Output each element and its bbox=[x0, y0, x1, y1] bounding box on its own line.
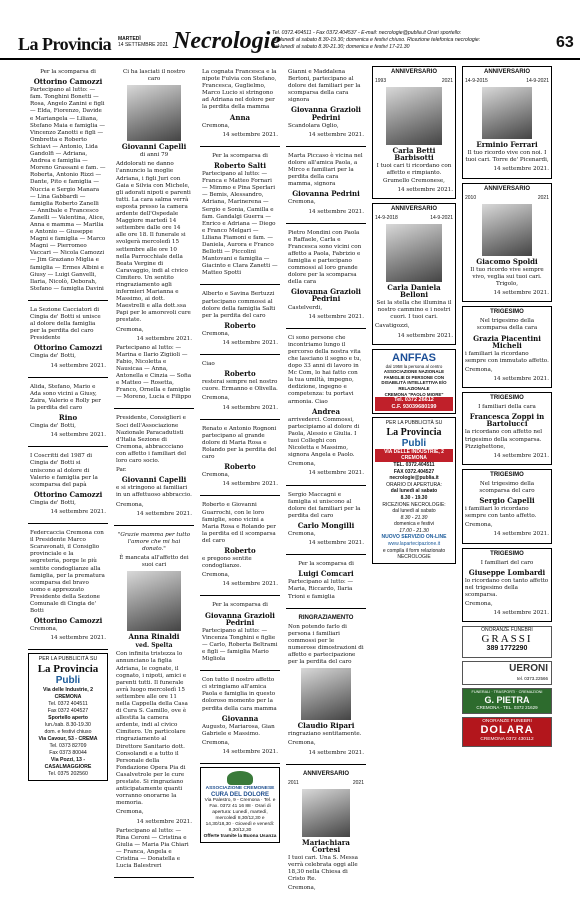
notice-date: 14 settembre 2021. bbox=[222, 131, 278, 138]
notice-date: 14 settembre 2021. bbox=[397, 332, 453, 339]
issue-full-date: 14 SETTEMBRE 2021 bbox=[118, 42, 169, 48]
notice-body: Partecipano al lutto: — fam. Tonghini Bonetti — Rosa, Angelo Zanini e figli — Elda, Fiorenzo, Davide e Mariangela — Liliana, Stefano Maia e famiglia — Vincenzo Zanotti e figli — Ombretta e Roberto Schiavi — Antonio, Lida Gandolfi — Adriana, Andrea e famiglia — Moreno Grassani e fam. — Roberta, Antonio Rizzi — Dante, Pito e famiglia — Nuccia e Sergio Manara — Lina Gabbardi — famiglia Roberto Zanelli — Annibale e Francesco Zanelli — Valentina, Alice, Anna e mamma — Marilia e Antonio — Giuseppe Magni e famiglia — Marco Magni — Pierromeo Vaccari — Nicola Camozzi — Jim Graziano Miglia e famiglia — Ermes Albini e Giusy — Luigi Ganvelli, Ilaria, Nicolò, Deborah, Stefano — famiglia Davini bbox=[30, 87, 106, 292]
notice-date: 14 settembre 2021. bbox=[136, 818, 192, 825]
notice-date: 14 settembre 2021. bbox=[308, 208, 364, 215]
notice bbox=[28, 381, 108, 448]
portrait-photo bbox=[127, 571, 181, 631]
ad-closed: dom. e festivi chiuso bbox=[44, 729, 92, 736]
anffas-tel: Tel. 0372 26612 bbox=[375, 397, 453, 404]
portrait-photo bbox=[302, 789, 350, 837]
notice-place: Cremona, bbox=[116, 326, 144, 333]
notice-place: Cremona, bbox=[30, 626, 58, 633]
notice-date: 14 settembre 2021. bbox=[308, 540, 364, 547]
year-start: 2010 bbox=[465, 194, 477, 201]
ad-brand: La Provincia bbox=[386, 426, 442, 438]
accd-details: Via Palestro, 9 - Cremona · Tel. e Fax. 0372 41 16 88 · Orari di apertura: Lunedì, martedì, mercoledì 8,30/12,30 e 14,30/18,30 · Giovedì e venerdì: 8,30/12,30 bbox=[204, 798, 276, 834]
notice-text: i familiari lo ricordano sempre con tanto affetto. bbox=[465, 506, 537, 520]
notice bbox=[286, 227, 366, 329]
notice bbox=[200, 288, 280, 355]
ad-tel: TEL. 0372.404511 bbox=[393, 461, 435, 468]
notice-date: 14 settembre 2021. bbox=[222, 404, 278, 411]
trigesimo-notice bbox=[462, 469, 552, 544]
anniversary-heading: ANNIVERSARIO bbox=[390, 205, 437, 212]
notice-date: 14 settembre 2021. bbox=[493, 166, 549, 173]
ad-crema: Via Cavour, 53 - CREMA bbox=[38, 736, 98, 743]
deceased-name: Giacomo Spoldi bbox=[476, 256, 538, 266]
notice-body: resterai sempre nel nostro cuore. Ermanno e Olivella. bbox=[202, 379, 278, 393]
funeral-home-ueroni bbox=[462, 661, 552, 685]
deceased-name: Sergio Capelli bbox=[479, 496, 535, 506]
ad-casalmaggiore-tel: Tel. 0375 202560 bbox=[48, 771, 88, 778]
anffas-city: CREMONA "PAOLO MIORE" bbox=[384, 391, 444, 397]
deceased-alt-name: ved. Spelta bbox=[135, 642, 173, 650]
deceased-name: Giovanni Capelli bbox=[121, 142, 187, 152]
notice-intro: È mancata all'affetto dei suoi cari bbox=[119, 554, 189, 569]
ad-casalmaggiore: Via Pozzi, 13 - CASALMAGGIORE bbox=[44, 757, 92, 771]
notice-place: Cremona, bbox=[202, 572, 230, 579]
notice bbox=[200, 599, 280, 671]
contact-line: dal lunedì al sabato 8.30-21.30; domenica e festivi 17-21.30 bbox=[272, 44, 410, 50]
notice-place: Castelverdi, bbox=[288, 304, 323, 311]
contact-line: Tel. 0372.404511 - Fax 0372.404537 - E-mail: necrologie@publia.it Orari sportello: bbox=[272, 30, 462, 36]
anniversary-heading: ANNIVERSARIO bbox=[483, 69, 530, 75]
anniversary-notice bbox=[462, 66, 552, 179]
deceased-name: Giovanna Grazioli Pedrini bbox=[205, 610, 275, 627]
notice bbox=[286, 489, 366, 556]
notice-place: Cremona, bbox=[288, 461, 316, 468]
notice-intro: I familiari del caro bbox=[480, 559, 534, 566]
year-start: 2011 bbox=[288, 779, 299, 786]
notice bbox=[28, 527, 108, 650]
notice-date: 14 settembre 2021. bbox=[493, 610, 549, 617]
ad-fax: FAX 0372.404527 bbox=[393, 468, 435, 475]
notice-text: i familiari la ricordano sempre con immutato affetto. bbox=[465, 350, 549, 364]
portrait-photo bbox=[127, 85, 181, 141]
notice bbox=[286, 332, 366, 486]
notice-date: 14 settembre 2021. bbox=[308, 470, 364, 477]
dolara-tagline: ONORANZE FUNEBRI bbox=[482, 719, 532, 725]
notice-participants: Partecipano al lutto: — Rina Ceroni — Cristina e Giulia — Maria Pia Chiari — Franca, Angela e Cristina — Donatella e Lucia Balestreri bbox=[116, 827, 189, 870]
notice-body: I Coscritti del 1987 di Cingia de' Botti si uniscono al dolore di Valerio e famiglia per la scomparsa del papà bbox=[30, 453, 98, 488]
deceased-name: Roberto bbox=[224, 545, 256, 555]
column-3 bbox=[200, 66, 280, 840]
ad-site[interactable]: www.lapartecipazione.it bbox=[387, 541, 441, 548]
deceased-name: Roberto bbox=[224, 320, 256, 330]
notice-place: Cingia de' Botti, bbox=[30, 353, 76, 360]
notice bbox=[28, 450, 108, 524]
portrait-photo bbox=[482, 87, 532, 139]
notice-place: Cremona, bbox=[465, 366, 493, 373]
notice-place: Cremona, bbox=[116, 501, 144, 508]
notice-place: Cremona, bbox=[202, 472, 230, 479]
deceased-name: Roberto Salti bbox=[213, 160, 266, 170]
grassi-name: GRASSI bbox=[481, 633, 533, 646]
notice-place: Cremona, bbox=[288, 740, 316, 747]
column-1 bbox=[28, 66, 108, 836]
notice bbox=[114, 412, 194, 525]
deceased-name: Carla Daniela Belloni bbox=[387, 282, 441, 300]
notice-place: Cremona, bbox=[202, 395, 230, 402]
notice-date: 14 settembre 2021. bbox=[50, 362, 106, 369]
year-end: 2021 bbox=[441, 78, 453, 85]
year-end: 14-9-2021 bbox=[526, 78, 549, 85]
notice-place: Scandolara Oglio, bbox=[288, 122, 339, 129]
notice-date: 14 settembre 2021. bbox=[222, 581, 278, 588]
advertising-box bbox=[28, 653, 108, 781]
anffas-assoc: ASSOCIAZIONE NAZIONALE FAMIGLIE DI PERSONE CON DISABILITÀ INTELLETTIVA E/O RELAZIONALE bbox=[381, 369, 447, 391]
notice-intro: Ciao bbox=[202, 361, 215, 368]
ad-tel: Tel. 0372 404511 bbox=[48, 701, 88, 708]
notice-date: 14 settembre 2021. bbox=[50, 508, 106, 515]
deceased-name: Roberto bbox=[224, 369, 256, 379]
year-end: 2021 bbox=[537, 194, 549, 201]
deceased-name: Carla Betti Barbisotti bbox=[392, 146, 436, 163]
deceased-name: Ottorino Camozzi bbox=[33, 343, 103, 353]
notice-place: Cavatigozzi, bbox=[375, 323, 410, 330]
ad-ricezione: RICEZIONE NECROLOGIE: bbox=[382, 501, 446, 508]
ad-site-note: e compila il form relazionato NECROLOGIE bbox=[382, 547, 446, 561]
column-4 bbox=[286, 66, 366, 892]
notice bbox=[28, 304, 108, 378]
deceased-name: Giovanna Grazioli Pedrini bbox=[291, 105, 361, 122]
notice-body: Marta Piccaso è vicina nel dolore all'amica Paola, a Mirco e familiari per la perdita della cara mamma, signora bbox=[288, 152, 363, 188]
deceased-name: Rino bbox=[58, 413, 78, 423]
notice-intro: Ci ha lasciati il nostro caro bbox=[122, 69, 186, 83]
notice-intro: Per la scomparsa di bbox=[40, 69, 96, 75]
ad-office: Via delle Industrie, 2 bbox=[42, 687, 94, 694]
deceased-name: Luigi Comcari bbox=[298, 569, 354, 579]
notice-intro: Nel trigesimo della scomparsa del caro bbox=[479, 480, 535, 494]
grassi-tagline: ONORANZE FUNEBRI bbox=[481, 627, 533, 634]
year-end: 2021 bbox=[352, 779, 364, 786]
ad-ricezione-days: dal lunedì al sabato bbox=[392, 508, 436, 515]
notice-body: Non potendo farlo di persona i familiari commossi per le numerose dimostrazioni di affetto e partecipazione per la perdita del caro bbox=[288, 623, 364, 666]
notice-date: 14 settembre 2021. bbox=[493, 452, 549, 459]
pietra-tagline: FUNERALI · TRASPORTI · CREMAZIONI bbox=[471, 690, 543, 695]
notice-place: Cremona, bbox=[116, 809, 144, 816]
page-header bbox=[0, 0, 580, 60]
notice bbox=[114, 66, 194, 409]
notice-body: Roberto e Giovanni Guarrochi, con le loro famiglie, sono vicini a Maria Rosa e Rolando per la perdita ed il scomparsa del caro bbox=[202, 502, 276, 544]
deceased-name: Andrea bbox=[311, 406, 341, 416]
notice bbox=[200, 358, 280, 420]
notice-intro: Per la scomparsa di bbox=[212, 602, 268, 609]
anniversary-notice bbox=[286, 768, 366, 900]
notice-place: Cingia de' Botti, bbox=[30, 423, 76, 430]
ad-city: CREMONA bbox=[54, 694, 82, 701]
notice-participants: Partecipano al lutto: — Franca e Matteo Fornari — Mimmo e Pina Sperlari — Bemis, Alessandro, Adriana, Marinerena — Sergio e Sonia, Camilla e fam. Gandalgi Guerra — Enrico e Adriana — Diego e Franco Melgari — Liliana Fiamoni e fam. — Daniela, Aurora e Franco Bellotti — Piccolini Mantovani e famiglia — Giacinto e Clara Zanetti — Matteo Spotti bbox=[202, 171, 278, 277]
portrait-photo bbox=[386, 87, 442, 145]
ad-hours: lun./sab. 8.30-19.30 bbox=[45, 722, 91, 729]
notice-text: arrivederci. Commossi, partecipiamo al dolore di Paola, Alessio e Giulia. I tuoi Colleghi con Nicoletta e Massimo, signora Angela e Paolo. bbox=[288, 416, 360, 459]
anniversary-heading: ANNIVERSARIO bbox=[483, 185, 530, 192]
notice-date: 14 settembre 2021. bbox=[136, 510, 192, 517]
notice-intro: Per la scomparsa di bbox=[298, 561, 354, 568]
anniversary-heading: ANNIVERSARIO bbox=[302, 770, 349, 777]
notice-participants: Partecipano al lutto: — Vincenza Tonghini e figlie — Carlo, Roberta Beltrami e figli — famiglia Mario Migliola bbox=[202, 627, 278, 663]
deceased-name: Carlo Mongilli bbox=[297, 520, 355, 530]
notice-date: 14 settembre 2021. bbox=[222, 481, 278, 488]
notice-place: Cremona, bbox=[202, 330, 230, 337]
notice-place: Cremona, bbox=[288, 530, 316, 537]
grassi-phone: 389 1772290 bbox=[486, 645, 528, 653]
notice-place: Cremona, bbox=[202, 122, 230, 129]
deceased-name: Claudio Ripari bbox=[297, 721, 355, 731]
anniversary-heading: ANNIVERSARIO bbox=[390, 69, 437, 75]
deceased-name: Roberto bbox=[224, 462, 256, 472]
deceased-name: Giovanna bbox=[221, 713, 259, 723]
anniversary-years bbox=[465, 195, 549, 202]
notice-text: e si stringono ai familiari in un affettuoso abbraccio. bbox=[116, 485, 192, 499]
accd-advert bbox=[200, 767, 280, 843]
anniversary-notice bbox=[372, 203, 456, 345]
portrait-photo bbox=[482, 204, 532, 256]
deceased-name: Giovanni Capelli bbox=[121, 475, 187, 485]
issue-day: MARTEDÌ bbox=[118, 36, 141, 42]
ad-orario-hours: 8.30 - 19.30 bbox=[400, 494, 428, 501]
ueroni-phone: tel. 0373.22566 bbox=[516, 676, 548, 682]
notice-body: Federcaccia Cremona con il Presidente Marco Scaravonati, il Consiglio provinciale e la segreteria, porge le più sentite condoglianze alla famiglia, per la prematura scomparsa del bravo uomo e apprezzato Presidente della Sezione Comunale di Cingia de' Botti bbox=[30, 530, 105, 615]
notice-date: 14 settembre 2021. bbox=[308, 749, 364, 756]
notice-date: 14 settembre 2021. bbox=[493, 531, 549, 538]
trigesimo-notice bbox=[462, 548, 552, 623]
deceased-name: Anna Rinaldi bbox=[128, 632, 180, 642]
notice-body: Sei la stella che illumina il nostro cammino e i nostri cuori. I tuoi cari. bbox=[376, 300, 452, 321]
ad-brand: La Provincia bbox=[37, 663, 99, 676]
notice-body: I tuoi cari ti ricordano con affetto e rimpianto. Grumello Cremonese, bbox=[376, 163, 452, 184]
deceased-name: Giovanna Grazioli Pedrini bbox=[291, 287, 361, 304]
notice-text: ringraziano sentitamente. bbox=[288, 731, 362, 738]
pietra-phone: CREMONA - TEL. 0372 21629 bbox=[476, 705, 538, 711]
notice-date: 14 settembre 2021. bbox=[50, 635, 106, 642]
deceased-name: Giuseppe Lombardi bbox=[468, 567, 546, 577]
notice-body: Alida, Stefano, Mario e Ada sono vicini a Giusy, Zaira, Valerio e Rolly per la perdita del caro bbox=[30, 383, 101, 411]
deceased-name: Ottorino Camozzi bbox=[33, 616, 103, 626]
notice-body: Ci sono persone che incontriamo lungo il percorso della nostra vita che lasciano il segno e tu, dopo 33 anni di lavoro in Mc Com, lo hai fatto con la tua umiltà, impegno, dedizione, ingegno e competenza: tu portavi armonia. Ciao bbox=[288, 334, 362, 405]
ad-email: necrologie@publia.it bbox=[389, 475, 439, 482]
notice-participants: Partecipano al lutto: — Maria, Riccardo, Ilaria Trioni e famiglia bbox=[288, 579, 354, 600]
notice-body: Pietro Mondini con Paola e Raffaele, Carla e Francesca sono vicini con affetto a Paola, Fabrizio e famiglia e partecipano commossi al loro grande dolore per la scomparsa della cara bbox=[288, 229, 362, 286]
notice bbox=[286, 66, 366, 147]
notice-body: Presidente, Consiglieri e Soci dell'Associazione Nazionale Paracadutisti d'Italia Sezione di Cremona, abbraccciano con affetto i familiari del loro caro socio. bbox=[116, 415, 187, 465]
ad-ricezione-hours: 8.30 - 21.30 bbox=[400, 514, 428, 521]
anniversary-notice bbox=[372, 66, 456, 199]
anniversary-years bbox=[288, 780, 364, 787]
ad-address: VIA DELLE INDUSTRIE, 2 bbox=[375, 449, 453, 456]
notice-body: La cognata Francesca e la nipote Fulvia con Stefano, Francesca, Guglielmo, Marco Lucio si stringono ad Adriana nel dolore per la perdita della mamma bbox=[202, 69, 277, 111]
issue-date bbox=[118, 36, 168, 48]
notice-place: Cremona, bbox=[465, 522, 493, 529]
masthead: La Provincia bbox=[18, 34, 112, 54]
notice-date: 14 settembre 2021. bbox=[397, 186, 453, 193]
column-5 bbox=[372, 66, 456, 836]
column-2 bbox=[114, 66, 194, 870]
deceased-name: Erminio Ferrari bbox=[476, 140, 538, 150]
publia-logo: Publi bbox=[55, 675, 81, 687]
notice-body: Gianni e Maddalena Bertoni, partecipano al dolore dei familiari per la scomparsa della cara signora bbox=[288, 69, 361, 104]
year-end: 14-9-2021 bbox=[430, 214, 453, 221]
ad-orario-days: dal lunedì al sabato bbox=[390, 488, 438, 495]
deceased-name: Mariachiara Cortesi bbox=[302, 837, 350, 854]
ad-top: PER LA PUBBLICITÀ SU bbox=[385, 420, 443, 427]
notice-participants: Partecipano al lutto: — Marina e Ilario Zigiioli — Fabio, Nicoletta e Nausicaa — Anna, Antonella e Cinzia — Sofia e Matteo — Rosetta, Franco, Ornella e famiglie — Moreno, Lucia e Filippo bbox=[116, 344, 192, 401]
notice-text: Augusto, Mariarosa, Gian Gabriele e Massimo. bbox=[202, 723, 275, 737]
notice-intro: Par. bbox=[116, 467, 127, 474]
anniversary-years bbox=[465, 78, 549, 85]
trigesimo-heading: TRIGESIMO bbox=[490, 309, 524, 316]
notice-place: Cingia de' Botti, bbox=[30, 499, 76, 506]
notice-body: La Sezione Cacciatori di Cingia de' Botti si unisce al dolore della famiglia per la perdita del caro Presidente bbox=[30, 306, 101, 342]
funeral-home-grassi bbox=[462, 626, 552, 658]
notice-text: lo ricordano con tanto affetto nel trigesimo della scomparsa. bbox=[465, 577, 549, 599]
year-start: 1993 bbox=[375, 78, 387, 85]
accd-assoc: ASSOCIAZIONE CREMONESE bbox=[205, 786, 275, 792]
anniversary-notice bbox=[462, 183, 552, 303]
notice-body: Renato e Antonio Rognoni partecipano al grande dolore di Maria Rosa e Rolando per la perdita del caro bbox=[202, 425, 277, 461]
anffas-advert bbox=[372, 349, 456, 415]
column-6 bbox=[462, 66, 552, 836]
trigesimo-heading: TRIGESIMO bbox=[490, 395, 524, 402]
notice bbox=[28, 66, 108, 301]
year-start: 14-9-2015 bbox=[465, 78, 488, 85]
notice-body: Con infinita tristezza lo annunciano la figlia Adriana, le cognate, il cognato, i nipoti, amici e parenti tutti. Il funerale avrà luogo mercoledì 15 settembre alle ore 11 nella Cappella della Casa di Cura S. Camillo, ove è allestita la camera ardente, indi al civico Cimitero. Un particolare ringraziamento al Direttore Sanitario dott. Consolandi e a tutto il Personale della Fondazione Opera Pia di Casalvetrole per le cure prestate. Si ringraziano anticipatamente quanti vorranno onorarne la memoria. bbox=[116, 651, 188, 807]
notice-place: Cremona, bbox=[202, 739, 230, 746]
deceased-age: di anni 79 bbox=[139, 152, 169, 159]
anniversary-years bbox=[375, 78, 453, 85]
accd-title: CURA DEL DOLORE bbox=[210, 792, 269, 799]
page-number: 63 bbox=[556, 34, 574, 51]
ad-new-service: NUOVO SERVIZIO ON-LINE bbox=[381, 534, 447, 541]
deceased-name: Anna bbox=[229, 112, 251, 122]
notice bbox=[200, 423, 280, 497]
notice bbox=[286, 150, 366, 224]
notice bbox=[200, 499, 280, 596]
notice-date: 14 settembre 2021. bbox=[222, 749, 278, 756]
anniversary-years bbox=[375, 215, 453, 222]
trigesimo-notice bbox=[462, 306, 552, 388]
contact-line: dal lunedì al sabato 8.30-19.30; domenica e festivi chiuso. Ricezione telefonica necrologie: bbox=[272, 37, 481, 43]
dolara-phone: CREMONA 0372 430112 bbox=[480, 737, 534, 743]
deceased-name: Grazia Piacentini Micheli bbox=[473, 333, 541, 350]
notice-date: 14 settembre 2021. bbox=[308, 313, 364, 320]
notice-text: la ricordano con affetto nel trigesimo della scomparsa. Pizzighettone, bbox=[465, 429, 543, 450]
thanks-heading: RINGRAZIAMENTO bbox=[298, 614, 354, 621]
ueroni-name: UERONI bbox=[509, 663, 548, 675]
notice-place: Cremona, bbox=[288, 199, 316, 206]
notice bbox=[200, 150, 280, 286]
ad-ricezione-festivi: domenica e festivi bbox=[393, 521, 435, 528]
notice-date: 14 settembre 2021. bbox=[308, 131, 364, 138]
funeral-home-pietra bbox=[462, 688, 552, 714]
notice-date: 14 settembre 2021. bbox=[493, 375, 549, 382]
ad-top: PER LA PUBBLICITÀ SU bbox=[38, 656, 98, 663]
notice-text: e pregono sentite condoglianze. bbox=[202, 556, 252, 570]
accd-footer: Offerte tramite la Buona Usanza bbox=[203, 834, 277, 840]
deceased-name: Giovanna Pedrini bbox=[292, 189, 360, 199]
deceased-name: Ottorino Camozzi bbox=[33, 489, 103, 499]
section-title: Necrologie bbox=[173, 28, 281, 54]
portrait-photo bbox=[386, 224, 442, 282]
notice-place: Cremona, bbox=[465, 601, 493, 608]
portrait-photo bbox=[301, 668, 351, 720]
notice-date: 14 settembre 2021. bbox=[50, 432, 106, 439]
dolara-name: DOLARA bbox=[480, 724, 534, 737]
publia-logo: Publi bbox=[401, 437, 427, 449]
ad-crema-tel: Tel. 0373 82709 bbox=[49, 743, 87, 750]
notice-date: 14 settembre 2021. bbox=[493, 290, 549, 297]
notice-intro: I familiari della cara bbox=[478, 404, 536, 411]
year-start: 14-9-2018 bbox=[375, 214, 398, 221]
thanks-notice bbox=[286, 612, 366, 765]
notice-body: Il tuo ricordo vive con noi. I tuoi cari. Torre de' Picenardi, bbox=[465, 150, 549, 164]
notice-date: 14 settembre 2021. bbox=[136, 335, 192, 342]
funeral-home-dolara bbox=[462, 717, 552, 747]
notice-body: Alberto e Savina Bertuzzi partecipano commossi al dolore della famiglia Salti per la perdita del caro bbox=[202, 291, 276, 319]
notice-intro: Per la scomparsa di bbox=[212, 152, 268, 159]
ad-crema-fax: Fax 0373 80044 bbox=[49, 750, 87, 757]
advertising-box bbox=[372, 417, 456, 564]
notice-intro: Nel trigesimo della scomparsa della cara bbox=[476, 318, 538, 332]
notice bbox=[114, 529, 194, 878]
notice-body: Sergio Maccagni e famiglia si uniscono al dolore dei familiari per la perdita del caro bbox=[288, 491, 361, 519]
ad-city: CREMONA bbox=[375, 455, 453, 462]
deceased-name: Ottorino Camozzi bbox=[33, 77, 103, 87]
notice bbox=[200, 66, 280, 147]
ad-ricezione-festivi-hours: 17.00 - 21.30 bbox=[399, 527, 429, 534]
notice-date: 14 settembre 2021. bbox=[222, 340, 278, 346]
notice-body: I tuoi cari. Una S. Messa verrà celebrata oggi alle 18,30 nella Chiesa di Cristo Re. bbox=[288, 855, 358, 883]
deceased-name: Francesca Zoppi in Bartolucci bbox=[469, 412, 545, 429]
ad-hours-head: Sportello aperto bbox=[48, 715, 88, 722]
notice bbox=[200, 674, 280, 764]
notice-place: Cremona, bbox=[288, 885, 316, 892]
header-contact bbox=[272, 30, 542, 51]
notice-quote: "Grazie mamma per tutto l'amore che mi hai donato." bbox=[117, 531, 191, 552]
notice-body: Con tutto il nostro affetto ci stringiamo all'amica Paola e famiglia in questo doloroso momento per la perdita della cara mamma bbox=[202, 677, 277, 712]
anffas-cf: C.F. 93039680199 bbox=[375, 404, 453, 411]
anffas-logo: ANFFAS bbox=[392, 351, 436, 364]
trigesimo-notice bbox=[462, 392, 552, 465]
notice-body: Il tuo ricordo vive sempre vivo, veglia sui tuoi cari. Trigolo, bbox=[470, 266, 544, 288]
ad-orario: ORARIO DI APERTURA: bbox=[386, 481, 442, 488]
accd-logo-icon bbox=[227, 771, 253, 785]
pietra-name: G. PIETRA bbox=[484, 695, 530, 706]
notice bbox=[286, 558, 366, 608]
trigesimo-heading: TRIGESIMO bbox=[490, 471, 524, 478]
trigesimo-heading: TRIGESIMO bbox=[490, 550, 524, 557]
ad-fax: Fax 0372 404527 bbox=[47, 708, 89, 715]
notice-body: Addolorati ne danno l'annuncio la moglie Adriana, i figli Juri con Gaia e Silvia con Michele, gli adorati nipoti e parenti tutti. La cara salma verrà esposta presso la camera ardente dell'Ospedale Maggiore martedì 14 settembre dalle ore 14 alle ore 18. Il funerale si svolgerà mercoledì 15 settembre alle ore 10 nella Parrocchiale della Beata Vergine di Caravaggio, indi al civico Cimitero. Un sentito ringraziamento agli infermieri Marianna e Massimo, ai dott. Maestrelli e alla dott.ssa Papi per le amorevoli cure prestate. bbox=[116, 161, 191, 324]
anffas-since: dal 1958 la persona al centro bbox=[385, 363, 443, 369]
